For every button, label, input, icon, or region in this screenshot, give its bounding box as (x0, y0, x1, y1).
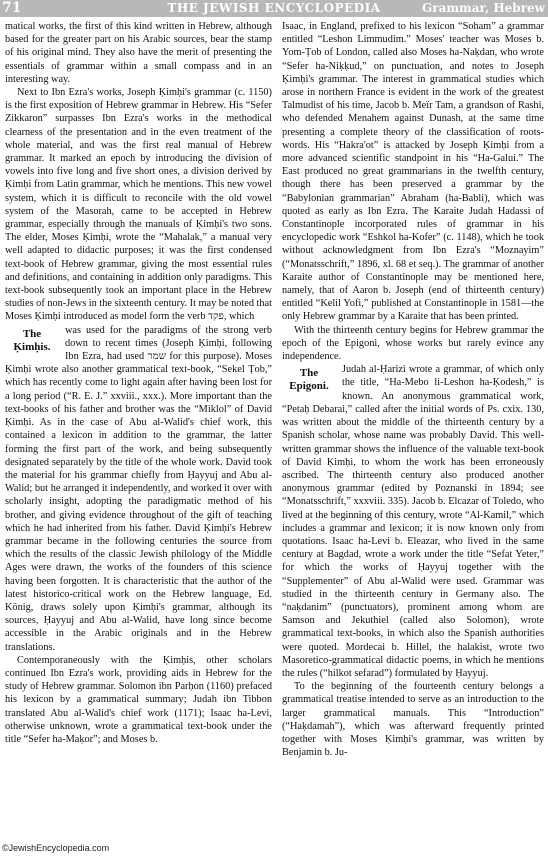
section-title: Grammar, Hebrew (422, 1, 545, 15)
encyclopedia-title: THE JEWISH ENCYCLOPEDIA (167, 1, 381, 15)
side-heading-kimhis: The Ḳimḥis. (13, 327, 51, 353)
right-paragraph-3-wrap (282, 363, 544, 680)
right-paragraph-3: Judah al-Ḥarizi wrote a grammar, of which only the title, “Ha-Mebo li-Leshon ha-Ḳodesh,” is known. An anonymous grammatical work, “Petaḥ Debarai,” called after the initial words of Ps. cxix. 130, was written about the middle of the thirteenth century by a Spanish scholar, whose name was probably David. This well-written grammar shows the influence of the valuable text-book of David Ḳimḥi, to whom the work has been erroneously ascribed. The thirteenth century also produced another anonymous grammar (edited by Poznanski in 1894; see “Monatsschrift,” xxxviii. 335). Jacob b. Elcazar of Toledo, who lived at the beginning of this century, wrote “Al-Kamil,” which includes a grammar and lexicon; it is now known only from quotations. Isaac ha-Levi b. Eleazar, who lived in the same century at Bagdad, wrote a work under the title “Sefat Yeter,” for which the works of Ḥayyuj together with the “Supplementer” of Abu al-Walid were used. Grammar was studied in the thirteenth century in Germany also. The “naḳdanim” (punctuators), prominent among whom are Samson and Jekuthiel (called also Solomon), wrote grammatical text-books, in which also the Spanish authorities were quoted. Mordecai b. Hillel, the halakist, wrote two Masoretico-grammatical didactic poems, in which he mentions the rules (“hilkot sefarad”) formulated by Ḥayyuj. (282, 364, 544, 679)
page-header (0, 0, 548, 17)
left-paragraph-1: matical works, the first of this kind written in Hebrew, although based for the greater part on his Arabic sources, bear the stamp of his original mind. They also have the merit of presenting the essentials of grammar within a small compass and in an interesting way. (5, 21, 272, 85)
left-paragraph-3: was used for the paradigms of the strong verb down to recent times (Joseph Ḳimḥi, following Ibn Ezra, had used שמר for this purpose). Moses Ḳimḥi wrote also another grammatical text-book, “Sekel Ṭob,” which has recently come to light again after having been lost for a long period (“R. E. J.” xxviii., xxx.). More important than the text-books of his father and brother was the “Miklol” of David Ḳimḥi. As in the case of Abu al-Walid's chief work, this contained a lexicon in addition to the grammar, the latter forming the first part of the work, and being subsequently designated separately by the title of the whole work. David took the material for his grammar chiefly from Ḥayyuj and Abu al-Walid; but he arranged it independently, and worked it over with scholarly insight, adopting the paradigmatic method of his brother, and giving evidence throughout of the gift of teaching which he had inherited from his father. David Ḳimḥi's Hebrew grammar became in the following centuries the source from which the results of the classic Jewish philology of the Middle Ages were drawn, the works of the founders of this science having been forgotten. It is characteristic that the author of the latest historico-critical work on the Hebrew language, Ed. König, draws solely upon Ḳimḥi's grammar, although its sources, Ḥayyuj and Abu al-Walid, have long since become accessible in the Arabic originals and in the Hebrew translations. (5, 324, 272, 653)
left-paragraph-3-wrap (5, 324, 272, 654)
right-paragraph-1: Isaac, in England, prefixed to his lexicon “Soham” a grammar entitled “Leshon Limmudim.” Moses' teacher was Moses b. Yom-Ṭob of London, called also Moses ha-Naḳdan, who wrote “Sefer ha-Niḳḳud,” on punctuation, and notes to Joseph Ḳimḥi's grammar. The interest in grammatical studies which arose in northern France is evident in the work of the greatest Talmudist of his time, Jacob b. Meïr Tam, a grandson of Rashi, who defended Menahem against Dunash, at the same time presenting a complete theory of the classification of roots-words. His “Hakra'ot” is attacked by Joseph Ḳimḥi from a more advanced scientific standpoint in his “Ha-Galui.” The East produced no great grammarians in the twelfth century, though there has been preserved a grammar by the “Babylonian grammarian” Abraham (ha-Babli), which was quoted as early as Ibn Ezra. The Karaite Judah Hadassi of Constantinople incorporated rules of grammar in his encyclopedic work “Eshkol ha-Kofer” (c. 1148), which he took without acknowledgment from Ibn Ezra's “Moznayim” (“Monatsschrift,” 1896, xl. 68 et seq.). The grammar of another Karaite author of Constantinople may be mentioned here, namely, that of Aaron b. Joseph (end of thirteenth century) entitled “Kelil Yofi,” published at Constantinople in 1581—the only Hebrew grammar by a Karaite that has been printed. (282, 21, 544, 323)
left-paragraph-4: Contemporaneously with the Ḳimḥis, other scholars continued Ibn Ezra's work, providing aids in Hebrew for the study of Hebrew grammar. Solomon ibn Parḥon (1160) prefaced his lexicon by a grammatical summary; Judah ibn Tibbon translated Abu al-Walid's chief work (1171); Isaac ha-Levi, otherwise unknown, wrote a grammatical text-book under the title “Sefer ha-Maḳor”; and Moses b. (5, 654, 272, 745)
right-column (282, 20, 544, 759)
copyright-credit: ©JewishEncyclopedia.com (2, 843, 110, 853)
right-paragraph-4: To the beginning of the fourteenth century belongs a grammatical treatise intended to serve as an introduction to the larger grammatical manuals. This “Introduction” (“Haḳdamah”), which was afterward frequently printed together with Moses Ḳimḥi's grammar, was written by Benjamin b. Ju- (282, 681, 544, 759)
page-number: 71 (2, 0, 22, 16)
left-column (5, 20, 272, 746)
side-heading-epigoni: The Epigoni. (289, 367, 329, 393)
right-paragraph-2: With the thirteenth century begins for Hebrew grammar the epoch of the Epigoni, whose works but rarely evince any independence. (282, 324, 544, 363)
left-paragraph-2: Next to Ibn Ezra's works, Joseph Ḳimḥi's grammar (c. 1150) is the first exposition of Hebrew grammar in Hebrew. His “Sefer Zikkaron” surpasses Ibn Ezra's works in the methodical clearness of the presentation and in the even treatment of the whole material, and was the first real manual of Hebrew grammar. It marked an epoch by introducing the division of vowels into five long and five short ones, a division derived by Ḳimḥi from Latin grammar, which he mentions. This new vowel system, which it is difficult to reconcile with the old vowel system of the Masorah, came to be accepted in Hebrew grammar, especially through the manuals of Ḳimḥi's two sons. The elder, Moses Ḳimḥi, wrote the “Mahalak,” a manual very well adapted to didactic purposes; it was the first condensed text-book of Hebrew grammar, giving the most essential rules and definitions, and containing in addition only paradigms. This text-book subsequently took an important place in the Hebrew studies of non-Jews in the sixteenth century. It may be noted that Moses Ḳimḥi introduced as model form the verb פקד, which (5, 87, 272, 323)
